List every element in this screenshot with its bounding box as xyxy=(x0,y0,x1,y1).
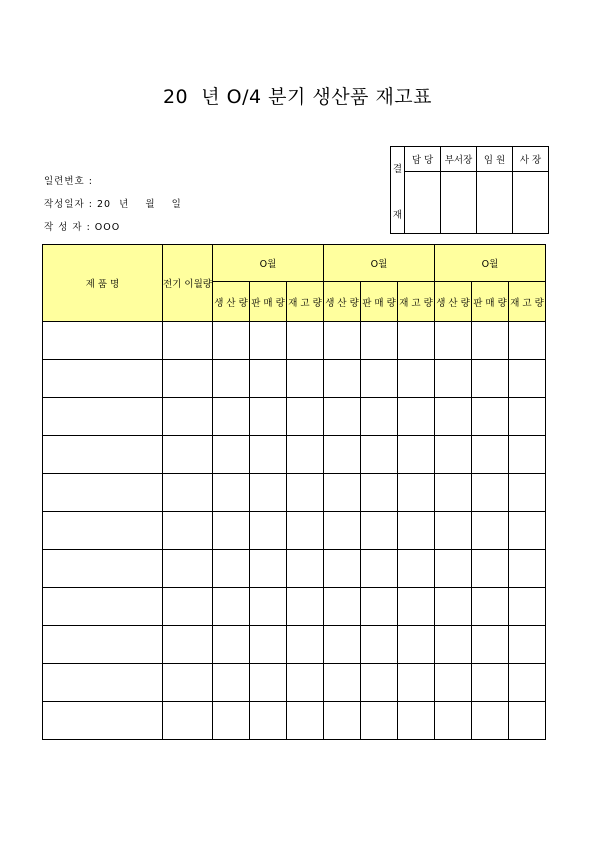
production-header: 생 산 량 xyxy=(435,282,472,322)
month-group-header: O월 xyxy=(435,245,546,282)
table-row xyxy=(43,436,546,474)
quantity-cell[interactable] xyxy=(324,398,361,436)
product-name-cell[interactable] xyxy=(43,512,163,550)
quantity-cell[interactable] xyxy=(509,474,546,512)
quantity-cell[interactable] xyxy=(287,702,324,740)
product-name-cell[interactable] xyxy=(43,474,163,512)
quantity-cell[interactable] xyxy=(509,512,546,550)
product-name-cell[interactable] xyxy=(43,322,163,360)
quantity-cell[interactable] xyxy=(324,360,361,398)
approval-side-bottom: 재 xyxy=(392,210,403,221)
carryover-cell[interactable] xyxy=(163,474,213,512)
month-group-header: O월 xyxy=(324,245,435,282)
signature-cell[interactable] xyxy=(441,172,477,234)
quantity-cell[interactable] xyxy=(361,398,398,436)
stock-header: 재 고 량 xyxy=(509,282,546,322)
quantity-cell[interactable] xyxy=(213,474,250,512)
quantity-cell[interactable] xyxy=(509,550,546,588)
quantity-cell[interactable] xyxy=(287,398,324,436)
quantity-cell[interactable] xyxy=(324,588,361,626)
quantity-cell[interactable] xyxy=(509,664,546,702)
quantity-cell[interactable] xyxy=(472,664,509,702)
serial-number-label: 일련번호 : xyxy=(44,176,93,187)
quantity-cell[interactable] xyxy=(509,702,546,740)
quantity-cell[interactable] xyxy=(435,664,472,702)
quantity-cell[interactable] xyxy=(250,702,287,740)
carryover-cell[interactable] xyxy=(163,436,213,474)
table-row xyxy=(43,474,546,512)
quantity-cell[interactable] xyxy=(213,398,250,436)
quantity-cell[interactable] xyxy=(324,702,361,740)
carryover-cell[interactable] xyxy=(163,702,213,740)
approval-role-president: 사 장 xyxy=(513,147,549,172)
quantity-cell[interactable] xyxy=(287,512,324,550)
quantity-cell[interactable] xyxy=(213,360,250,398)
date-label: 작성일자 : 20 년 월 일 xyxy=(44,199,182,210)
quantity-cell[interactable] xyxy=(213,322,250,360)
quantity-cell[interactable] xyxy=(398,360,435,398)
page-title: 20 년 O/4 분기 생산품 재고표 xyxy=(162,86,433,108)
quantity-cell[interactable] xyxy=(361,322,398,360)
sales-header: 판 매 량 xyxy=(472,282,509,322)
author-label: 작 성 자 : OOO xyxy=(44,222,121,233)
quantity-cell[interactable] xyxy=(250,664,287,702)
quantity-cell[interactable] xyxy=(361,474,398,512)
production-header: 생 산 량 xyxy=(213,282,250,322)
quantity-cell[interactable] xyxy=(287,474,324,512)
table-row xyxy=(43,664,546,702)
carryover-cell[interactable] xyxy=(163,588,213,626)
quantity-cell[interactable] xyxy=(472,360,509,398)
signature-cell[interactable] xyxy=(477,172,513,234)
product-name-cell[interactable] xyxy=(43,550,163,588)
product-name-cell[interactable] xyxy=(43,436,163,474)
quantity-cell[interactable] xyxy=(398,474,435,512)
signature-cell[interactable] xyxy=(405,172,441,234)
table-row xyxy=(43,588,546,626)
stock-header: 재 고 량 xyxy=(287,282,324,322)
carryover-cell[interactable] xyxy=(163,398,213,436)
product-name-cell[interactable] xyxy=(43,702,163,740)
quantity-cell[interactable] xyxy=(361,588,398,626)
carryover-cell[interactable] xyxy=(163,550,213,588)
table-row xyxy=(43,550,546,588)
table-row xyxy=(43,702,546,740)
quantity-cell[interactable] xyxy=(398,664,435,702)
quantity-cell[interactable] xyxy=(509,322,546,360)
quantity-cell[interactable] xyxy=(509,398,546,436)
inventory-table xyxy=(42,244,546,740)
quantity-cell[interactable] xyxy=(472,436,509,474)
quantity-cell[interactable] xyxy=(213,588,250,626)
carryover-cell[interactable] xyxy=(163,360,213,398)
quantity-cell[interactable] xyxy=(398,626,435,664)
quantity-cell[interactable] xyxy=(213,702,250,740)
quantity-cell[interactable] xyxy=(509,588,546,626)
quantity-cell[interactable] xyxy=(435,550,472,588)
quantity-cell[interactable] xyxy=(250,474,287,512)
quantity-cell[interactable] xyxy=(472,550,509,588)
quantity-cell[interactable] xyxy=(435,512,472,550)
quantity-cell[interactable] xyxy=(324,550,361,588)
quantity-cell[interactable] xyxy=(287,322,324,360)
quantity-cell[interactable] xyxy=(250,322,287,360)
quantity-cell[interactable] xyxy=(213,550,250,588)
approval-role-dept-head: 부서장 xyxy=(441,147,477,172)
quantity-cell[interactable] xyxy=(287,664,324,702)
approval-role-executive: 임 원 xyxy=(477,147,513,172)
quantity-cell[interactable] xyxy=(398,322,435,360)
quantity-cell[interactable] xyxy=(472,588,509,626)
carryover-cell[interactable] xyxy=(163,626,213,664)
quantity-cell[interactable] xyxy=(435,588,472,626)
product-name-cell[interactable] xyxy=(43,588,163,626)
quantity-cell[interactable] xyxy=(213,436,250,474)
quantity-cell[interactable] xyxy=(435,398,472,436)
product-name-cell[interactable] xyxy=(43,664,163,702)
quantity-cell[interactable] xyxy=(250,550,287,588)
quantity-cell[interactable] xyxy=(361,360,398,398)
quantity-cell[interactable] xyxy=(324,664,361,702)
quantity-cell[interactable] xyxy=(213,512,250,550)
quantity-cell[interactable] xyxy=(435,322,472,360)
quantity-cell[interactable] xyxy=(250,360,287,398)
quantity-cell[interactable] xyxy=(250,512,287,550)
quantity-cell[interactable] xyxy=(324,436,361,474)
quantity-cell[interactable] xyxy=(472,512,509,550)
product-name-header: 제 품 명 xyxy=(43,245,163,322)
quantity-cell[interactable] xyxy=(361,436,398,474)
table-row xyxy=(43,322,546,360)
product-name-cell[interactable] xyxy=(43,360,163,398)
quantity-cell[interactable] xyxy=(509,626,546,664)
quantity-cell[interactable] xyxy=(250,626,287,664)
quantity-cell[interactable] xyxy=(324,474,361,512)
carryover-cell[interactable] xyxy=(163,322,213,360)
quantity-cell[interactable] xyxy=(361,550,398,588)
approval-role-staff: 담 당 xyxy=(405,147,441,172)
carryover-cell[interactable] xyxy=(163,512,213,550)
stock-header: 재 고 량 xyxy=(398,282,435,322)
quantity-cell[interactable] xyxy=(398,436,435,474)
sales-header: 판 매 량 xyxy=(361,282,398,322)
quantity-cell[interactable] xyxy=(398,702,435,740)
quantity-cell[interactable] xyxy=(213,664,250,702)
quantity-cell[interactable] xyxy=(361,702,398,740)
quantity-cell[interactable] xyxy=(398,512,435,550)
quantity-cell[interactable] xyxy=(250,436,287,474)
product-name-cell[interactable] xyxy=(43,398,163,436)
quantity-cell[interactable] xyxy=(398,398,435,436)
quantity-cell[interactable] xyxy=(509,436,546,474)
quantity-cell[interactable] xyxy=(435,436,472,474)
quantity-cell[interactable] xyxy=(435,702,472,740)
signature-cell[interactable] xyxy=(513,172,549,234)
quantity-cell[interactable] xyxy=(250,588,287,626)
quantity-cell[interactable] xyxy=(361,512,398,550)
quantity-cell[interactable] xyxy=(287,626,324,664)
quantity-cell[interactable] xyxy=(398,550,435,588)
previous-carryover-header: 전기 이월량 xyxy=(163,245,213,322)
table-row xyxy=(43,360,546,398)
month-group-header: O월 xyxy=(213,245,324,282)
quantity-cell[interactable] xyxy=(287,436,324,474)
quantity-cell[interactable] xyxy=(213,626,250,664)
quantity-cell[interactable] xyxy=(398,588,435,626)
quantity-cell[interactable] xyxy=(287,550,324,588)
table-row xyxy=(43,398,546,436)
quantity-cell[interactable] xyxy=(435,360,472,398)
approval-box xyxy=(390,146,549,234)
quantity-cell[interactable] xyxy=(435,474,472,512)
sales-header: 판 매 량 xyxy=(250,282,287,322)
quantity-cell[interactable] xyxy=(435,626,472,664)
quantity-cell[interactable] xyxy=(472,474,509,512)
approval-side-label xyxy=(391,147,405,234)
quantity-cell[interactable] xyxy=(324,322,361,360)
quantity-cell[interactable] xyxy=(472,626,509,664)
table-row xyxy=(43,512,546,550)
quantity-cell[interactable] xyxy=(324,512,361,550)
quantity-cell[interactable] xyxy=(324,626,361,664)
quantity-cell[interactable] xyxy=(472,322,509,360)
quantity-cell[interactable] xyxy=(472,398,509,436)
production-header: 생 산 량 xyxy=(324,282,361,322)
quantity-cell[interactable] xyxy=(472,702,509,740)
quantity-cell[interactable] xyxy=(361,664,398,702)
product-name-cell[interactable] xyxy=(43,626,163,664)
carryover-cell[interactable] xyxy=(163,664,213,702)
quantity-cell[interactable] xyxy=(361,626,398,664)
quantity-cell[interactable] xyxy=(509,360,546,398)
quantity-cell[interactable] xyxy=(250,398,287,436)
table-row xyxy=(43,626,546,664)
quantity-cell[interactable] xyxy=(287,360,324,398)
approval-side-top: 결 xyxy=(392,164,403,175)
quantity-cell[interactable] xyxy=(287,588,324,626)
